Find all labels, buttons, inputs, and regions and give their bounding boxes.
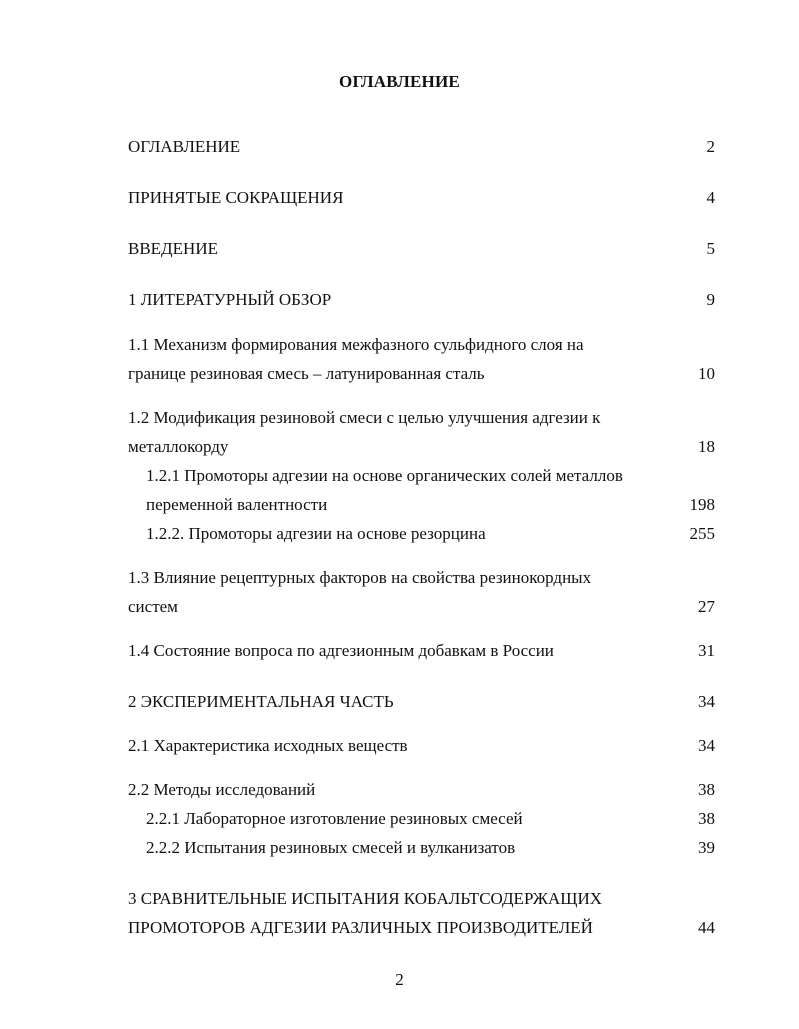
toc-entry-text: 2.2.2 Испытания резиновых смесей и вулканизатов <box>146 838 516 857</box>
toc-entry-text: ОГЛАВЛЕНИЕ <box>128 137 241 156</box>
page-number: 2 <box>395 970 404 989</box>
toc-entry-text: 1.4 Состояние вопроса по адгезионным добавкам в России <box>128 641 554 660</box>
toc-entry <box>128 639 715 663</box>
toc-entry-line1 <box>128 566 715 590</box>
toc-entry-text: 2.2.1 Лабораторное изготовление резиновых смесей <box>146 809 523 828</box>
toc-entry <box>128 186 715 210</box>
toc-entry-text: металлокорду <box>128 437 229 456</box>
toc-entry <box>128 135 715 159</box>
toc-entry-page: 198 <box>689 495 715 514</box>
toc-entry-line2 <box>128 595 715 619</box>
toc-entry <box>128 778 715 802</box>
toc-subentry <box>146 807 715 831</box>
toc-entry-line1 <box>128 333 715 357</box>
toc-entry-page: 255 <box>689 524 715 543</box>
toc-entry <box>128 288 715 312</box>
toc-entry-page: 9 <box>706 290 715 309</box>
toc-entry-text: 1 ЛИТЕРАТУРНЫЙ ОБЗОР <box>128 290 332 309</box>
toc-subentry-line2 <box>146 493 715 517</box>
toc-entry <box>128 237 715 261</box>
toc-entry-page: 4 <box>706 188 715 207</box>
toc-entry-page: 34 <box>698 736 715 755</box>
toc-entry-page: 31 <box>698 641 715 660</box>
toc-entry-line2 <box>128 362 715 386</box>
toc-entry-text: ПРИНЯТЫЕ СОКРАЩЕНИЯ <box>128 188 344 207</box>
toc-entry-text: 3 СРАВНИТЕЛЬНЫЕ ИСПЫТАНИЯ КОБАЛЬТСОДЕРЖАЩИХ <box>128 889 603 908</box>
toc-subentry-line1 <box>146 464 715 488</box>
toc-subentry <box>146 836 715 860</box>
toc-entry-page: 10 <box>698 364 715 383</box>
toc-entry-text: 2.1 Характеристика исходных веществ <box>128 736 408 755</box>
toc-entry-page: 27 <box>698 597 715 616</box>
toc-entry-text: 1.2.1 Промоторы адгезии на основе органических солей металлов <box>146 466 623 485</box>
page-title: ОГЛАВЛЕНИЕ <box>339 72 460 91</box>
toc-entry-page: 38 <box>698 809 715 828</box>
toc-entry <box>128 734 715 758</box>
toc-entry-page: 5 <box>706 239 715 258</box>
toc-entry-text: 1.3 Влияние рецептурных факторов на свойства резинокордных <box>128 568 592 587</box>
toc-entry-text: 1.1 Механизм формирования межфазного сульфидного слоя на <box>128 335 584 354</box>
toc-entry-text: ВВЕДЕНИЕ <box>128 239 218 258</box>
toc-entry-text: систем <box>128 597 178 616</box>
toc-entry-text: 2 ЭКСПЕРИМЕНТАЛЬНАЯ ЧАСТЬ <box>128 692 394 711</box>
toc-entry-text: ПРОМОТОРОВ АДГЕЗИИ РАЗЛИЧНЫХ ПРОИЗВОДИТЕЛЕЙ <box>128 918 593 937</box>
toc-entry-text: переменной валентности <box>146 495 328 514</box>
toc-entry-page: 44 <box>698 918 715 937</box>
toc-entry-text: границе резиновая смесь – латунированная сталь <box>128 364 485 383</box>
toc-entry-page: 38 <box>698 780 715 799</box>
toc-entry-line1 <box>128 406 715 430</box>
toc-subentry <box>146 522 715 546</box>
toc-entry-text: 2.2 Методы исследований <box>128 780 316 799</box>
toc-entry-page: 34 <box>698 692 715 711</box>
toc-entry-page: 18 <box>698 437 715 456</box>
toc-entry-text: 1.2 Модификация резиновой смеси с целью улучшения адгезии к <box>128 408 601 427</box>
toc-entry-line1 <box>128 887 715 911</box>
toc-entry-text: 1.2.2. Промоторы адгезии на основе резорцина <box>146 524 486 543</box>
toc-entry-page: 39 <box>698 838 715 857</box>
toc-entry-line2 <box>128 916 715 940</box>
toc-entry <box>128 690 715 714</box>
toc-entry-page: 2 <box>706 137 715 156</box>
toc-entry-line2 <box>128 435 715 459</box>
